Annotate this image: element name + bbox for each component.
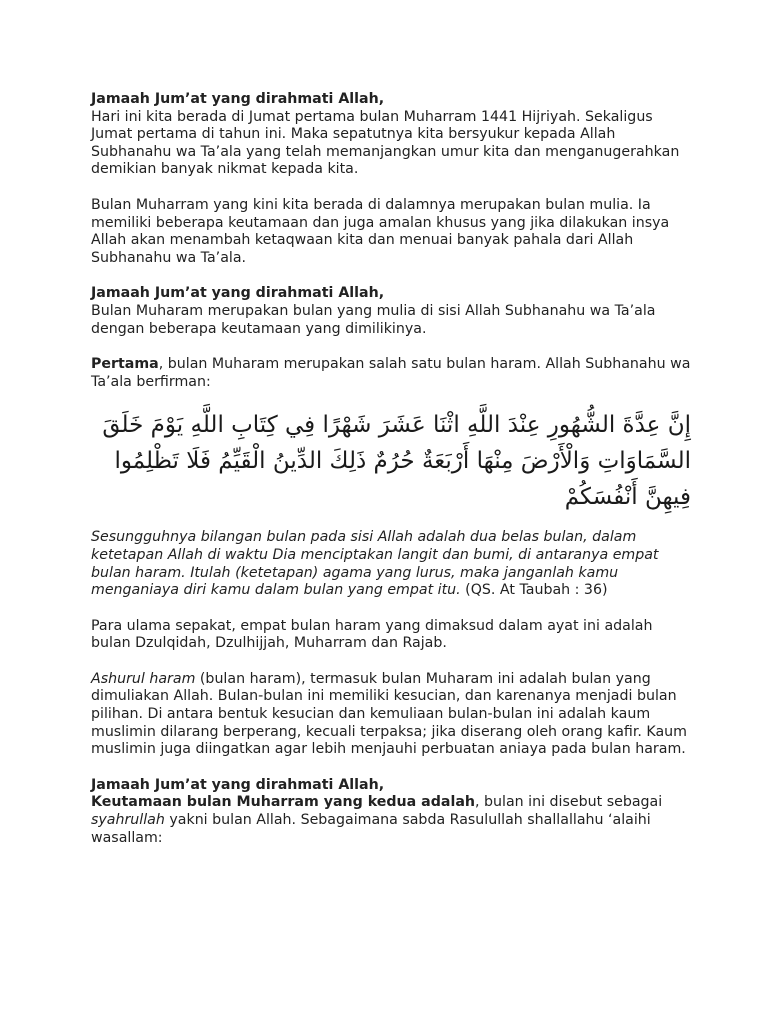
section-2	[91, 285, 691, 338]
verse-translation	[91, 529, 691, 599]
ashurul-haram-term: Ashurul haram	[91, 670, 196, 687]
translation-text: Sesungguhnya bilangan bulan pada sisi Allah adalah dua belas bulan, dalam ketetapan Allah di waktu Dia menciptakan langit dan bumi, di antaranya empat bulan haram. Itulah (ketetapan) agama yang lurus, maka janganlah kamu menganiaya diri kamu dalam bulan yang empat itu.	[91, 529, 659, 599]
pertama-text: , bulan Muharam merupakan salah satu bulan haram. Allah Subhanahu wa Ta’ala berfirman:	[91, 356, 691, 390]
section-3	[91, 777, 691, 847]
arabic-verse: إِنَّ عِدَّةَ الشُّهُورِ عِنْدَ اللَّهِ اثْنَا عَشَرَ شَهْرًا فِي كِتَابِ اللَّهِ يَوْمَ خَلَقَ السَّمَاوَاتِ وَالْأَرْضَ مِنْهَا أَرْبَعَةٌ حُرُمٌ ذَلِكَ الدِّينُ الْقَيِّمُ فَلَا تَظْلِمُوا فِيهِنَّ أَنْفُسَكُمْ	[102, 412, 691, 511]
paragraph-muharram-mulia: Bulan Muharram yang kini kita berada di dalamnya merupakan bulan mulia. Ia memiliki beberapa keutamaan dan juga amalan khusus yang jika dilakukan insya Allah akan menambah ketaqwaan kita dan menuai banyak pahala dari Allah Subhanahu wa Ta’ala.	[91, 196, 670, 266]
keutamaan-kedua-mid: , bulan ini disebut sebagai	[475, 794, 663, 811]
paragraph-intro: Hari ini kita berada di Jumat pertama bulan Muharram 1441 Hijriyah. Sekaligus Jumat pertama di tahun ini. Maka sepatutnya kita bersyukur kepada Allah Subhanahu wa Ta’ala yang telah memanjangkan umur kita dan menganugerahkan demikian banyak nikmat kepada kita.	[91, 108, 680, 178]
heading-jamaah-3: Jamaah Jum’at yang dirahmati Allah,	[91, 776, 385, 793]
document-page	[91, 91, 691, 847]
paragraph-ulama: Para ulama sepakat, empat bulan haram yang dimaksud dalam ayat ini adalah bulan Dzulqidah, Dzulhijjah, Muharram dan Rajab.	[91, 617, 653, 652]
heading-jamaah-1: Jamaah Jum’at yang dirahmati Allah,	[91, 91, 385, 107]
syahrullah-term: syahrullah	[91, 812, 165, 829]
paragraph-keutamaan: Bulan Muharam merupakan bulan yang mulia di sisi Allah Subhanahu wa Ta’ala dengan beberapa keutamaan yang dimilikinya.	[91, 302, 656, 337]
paragraph-pertama	[91, 356, 691, 391]
keutamaan-kedua-text: yakni bulan Allah. Sebagaimana sabda Rasulullah shallallahu ‘alaihi wasallam:	[91, 812, 651, 846]
paragraph-ashurul-haram	[91, 671, 691, 759]
pertama-label: Pertama	[91, 356, 159, 373]
verse-reference: (QS. At Taubah : 36)	[460, 582, 608, 599]
ashurul-haram-text: (bulan haram), termasuk bulan Muharam ini adalah bulan yang dimuliakan Allah. Bulan-bulan ini memiliki kesucian, dan karenanya menjadi bulan pilihan. Di antara bentuk kesucian dan kemuliaan bulan-bulan ini adalah kaum muslimin dilarang berperang, kecuali terpaksa; jika diserang oleh orang kafir. Kaum muslimin juga diingatkan agar lebih menjauhi perbuatan aniaya pada bulan haram.	[91, 670, 687, 758]
section-1	[91, 91, 691, 179]
heading-jamaah-2: Jamaah Jum’at yang dirahmati Allah,	[91, 285, 385, 302]
keutamaan-kedua-label: Keutamaan bulan Muharram yang kedua adalah	[91, 794, 476, 811]
